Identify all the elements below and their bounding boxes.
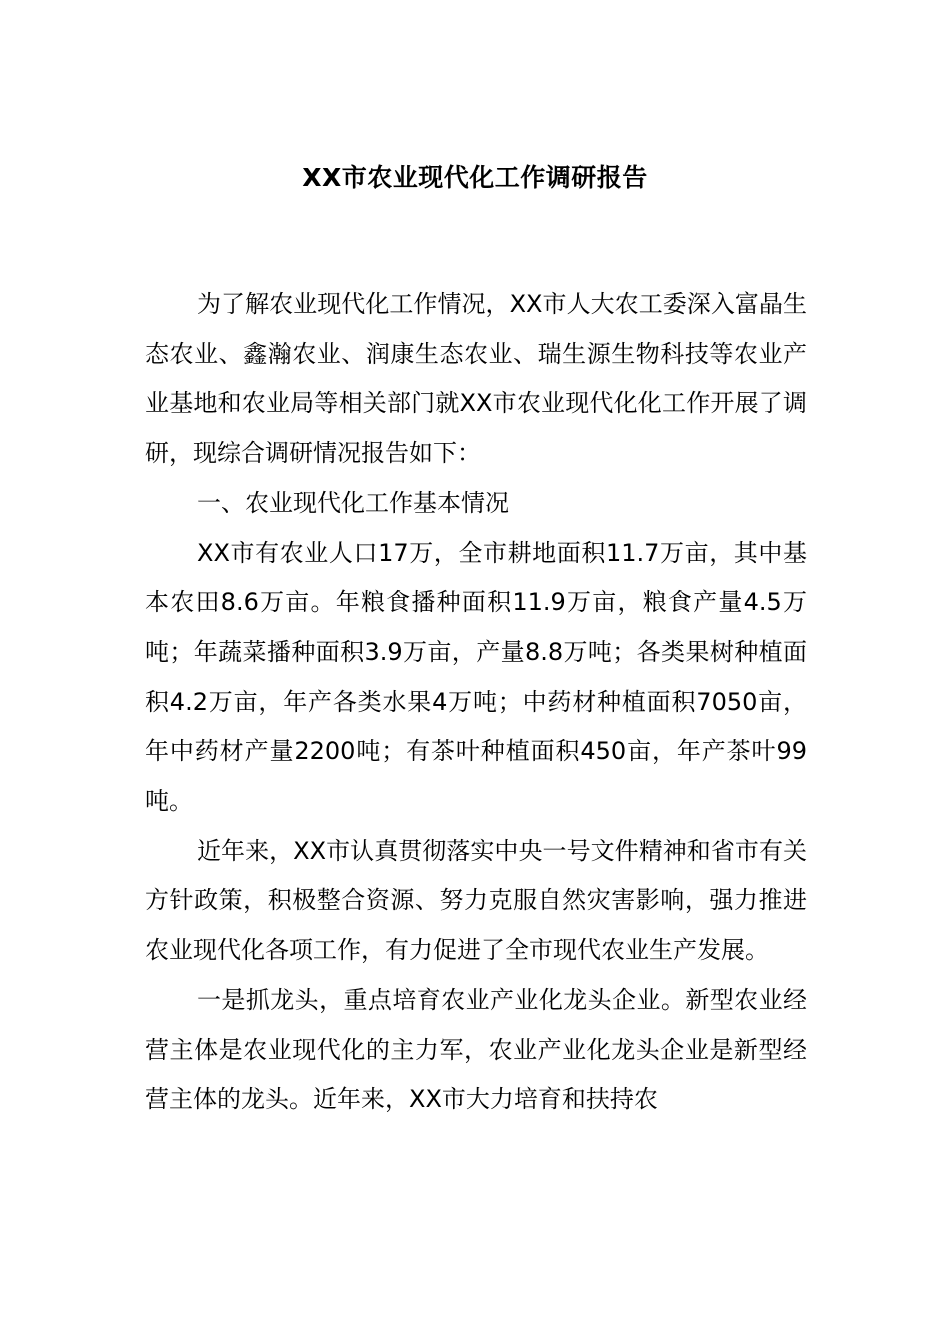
document-title: XX市农业现代化工作调研报告 — [302, 163, 648, 192]
paragraph-basic-stats: XX市有农业人口17万，全市耕地面积11.7万亩，其中基本农田8.6万亩。年粮食播种面积11.9万亩，粮食产量4.5万吨；年蔬菜播种面积3.9万亩，产量8.8万吨；各类果树种植面积4.2万亩，年产各类水果4万吨；中药材种植面积7050亩，年中药材产量2200吨；有茶叶种植面积450亩，年产茶叶99吨。 — [145, 538, 807, 816]
document-body — [145, 280, 807, 1125]
section-heading: 一、农业现代化工作基本情况 — [197, 488, 509, 517]
paragraph-intro: 为了解农业现代化工作情况，XX市人大农工委深入富晶生态农业、鑫瀚农业、润康生态农业、瑞生源生物科技等农业产业基地和农业局等相关部门就XX市农业现代化化工作开展了调研，现综合调研情况报告如下： — [145, 290, 807, 468]
paragraph-leading-enterprises: 一是抓龙头，重点培育农业产业化龙头企业。新型农业经营主体是农业现代化的主力军，农业产业化龙头企业是新型经营主体的龙头。近年来，XX市大力培育和扶持农 — [145, 985, 807, 1114]
paragraph-recent-years: 近年来，XX市认真贯彻落实中央一号文件精神和省市有关方针政策，积极整合资源、努力克服自然灾害影响，强力推进农业现代化各项工作，有力促进了全市现代农业生产发展。 — [145, 836, 807, 965]
